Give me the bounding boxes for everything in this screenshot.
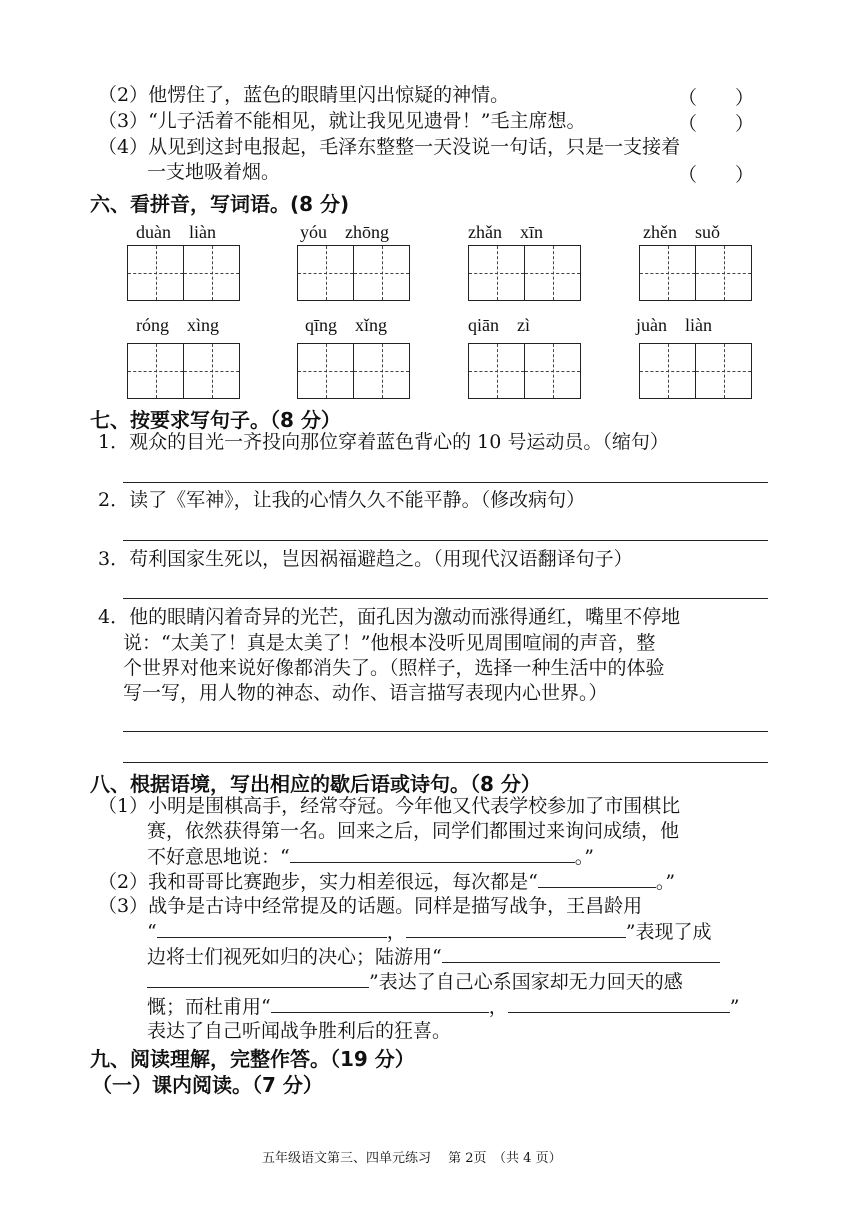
section9-subtitle: （一）课内阅读。（7 分）: [92, 1073, 323, 1097]
pinyin: zhǎn xīn: [468, 222, 543, 242]
close-quote: ”: [729, 996, 740, 1018]
pinyin: juàn liàn: [636, 315, 712, 335]
s7-q1: 1．观众的目光一齐投向那位穿着蓝色背心的 10 号运动员。（缩句）: [98, 431, 669, 453]
s8-q1-line2: 赛，依然获得第一名。回来之后，同学们都围过来询问成绩，他: [147, 820, 680, 842]
writing-grid[interactable]: [127, 343, 240, 399]
s8-q3-text: 边将士们视死如归的决心；陆游用“: [147, 946, 442, 968]
answer-paren: （ ）: [678, 164, 755, 186]
section8-title: 八、根据语境，写出相应的歇后语或诗句。（8 分）: [90, 772, 541, 796]
fill-blank[interactable]: [442, 944, 720, 963]
q5-item-4-cont: 一支地吸着烟。: [147, 161, 281, 183]
fill-blank[interactable]: [271, 994, 489, 1013]
answer-paren: （ ）: [678, 87, 755, 109]
s8-q2-suffix: 。”: [655, 871, 676, 893]
section7-title: 七、按要求写句子。（8 分）: [90, 408, 341, 432]
s7-q4-line1: 4．他的眼睛闪着奇异的光芒，面孔因为激动而涨得通红，嘴里不停地: [98, 606, 681, 628]
answer-paren: （ ）: [678, 113, 755, 135]
writing-grid[interactable]: [468, 245, 581, 301]
answer-line[interactable]: [123, 598, 768, 599]
fill-blank[interactable]: [157, 919, 387, 938]
writing-grid[interactable]: [639, 245, 752, 301]
s8-q2-text: （2）我和哥哥比赛跑步，实力相差很远，每次都是“: [98, 871, 538, 893]
s7-q4-line4: 写一写，用人物的神态、动作、语言描写表现内心世界。）: [123, 682, 608, 704]
s8-q3-text: ”表现了成: [625, 921, 712, 943]
writing-grid[interactable]: [639, 343, 752, 399]
pinyin: qīng xǐng: [305, 315, 388, 335]
writing-grid[interactable]: [127, 245, 240, 301]
fill-blank[interactable]: [147, 969, 369, 988]
s8-q3-line2: [147, 919, 711, 944]
fill-blank[interactable]: [290, 844, 575, 863]
s8-q3-line5: [147, 994, 739, 1019]
s7-q4-line2: 说：“太美了！真是太美了！”他根本没听见周围喧闹的声音，整: [123, 632, 656, 654]
pinyin: qiān zì: [468, 315, 530, 335]
open-quote: “: [147, 921, 157, 943]
pinyin: yóu zhōng: [300, 222, 389, 242]
s8-q3-text: ”表达了自己心系国家却无力回天的感: [369, 971, 683, 993]
section6-title: 六、看拼音，写词语。(8 分): [90, 192, 350, 216]
q5-item-2: （2）他愣住了，蓝色的眼睛里闪出惊疑的神情。: [98, 84, 510, 106]
pinyin: duàn liàn: [136, 222, 216, 242]
s8-q1-line1: （1）小明是围棋高手，经常夺冠。今年他又代表学校参加了市围棋比: [98, 795, 681, 817]
writing-grid[interactable]: [297, 245, 410, 301]
s8-q3-line6: 表达了自己听闻战争胜利后的狂喜。: [147, 1020, 452, 1042]
fill-blank[interactable]: [508, 994, 730, 1013]
fill-blank[interactable]: [406, 919, 626, 938]
writing-grid[interactable]: [297, 343, 410, 399]
s8-q1-prefix: 不好意思地说：“: [147, 846, 290, 868]
page-footer: 五年级语文第三、四单元练习 第 2页 （共 4 页）: [262, 1151, 562, 1166]
answer-line[interactable]: [123, 762, 768, 763]
s7-q3: 3．苟利国家生死以，岂因祸福避趋之。（用现代汉语翻译句子）: [98, 548, 633, 570]
s8-q3-text: 慨；而杜甫用“: [147, 996, 271, 1018]
pinyin: zhěn suǒ: [643, 222, 720, 242]
comma: ，: [488, 996, 508, 1018]
q5-item-3: （3）“儿子活着不能相见，就让我见见遗骨！”毛主席想。: [98, 110, 586, 132]
s8-q3-line3: [147, 944, 720, 969]
s7-q2: 2．读了《军神》，让我的心情久久不能平静。（修改病句）: [98, 489, 586, 511]
comma: ，: [386, 921, 406, 943]
fill-blank[interactable]: [538, 869, 656, 888]
s8-q1-line3: [147, 844, 594, 869]
s8-q2: [98, 869, 675, 894]
pinyin: róng xìng: [136, 315, 219, 335]
answer-line[interactable]: [123, 731, 768, 732]
section9-title: 九、阅读理解，完整作答。（19 分）: [90, 1047, 415, 1071]
s7-q4-line3: 个世界对他来说好像都消失了。（照样子，选择一种生活中的体验: [123, 657, 665, 679]
q5-item-4: （4）从见到这封电报起，毛泽东整整一天没说一句话，只是一支接着: [98, 136, 681, 158]
answer-line[interactable]: [123, 540, 768, 541]
answer-line[interactable]: [123, 482, 768, 483]
writing-grid[interactable]: [468, 343, 581, 399]
s8-q3-line4: [147, 969, 683, 994]
s8-q1-suffix: 。”: [574, 846, 594, 868]
s8-q3-line1: （3）战争是古诗中经常提及的话题。同样是描写战争，王昌龄用: [98, 895, 643, 917]
